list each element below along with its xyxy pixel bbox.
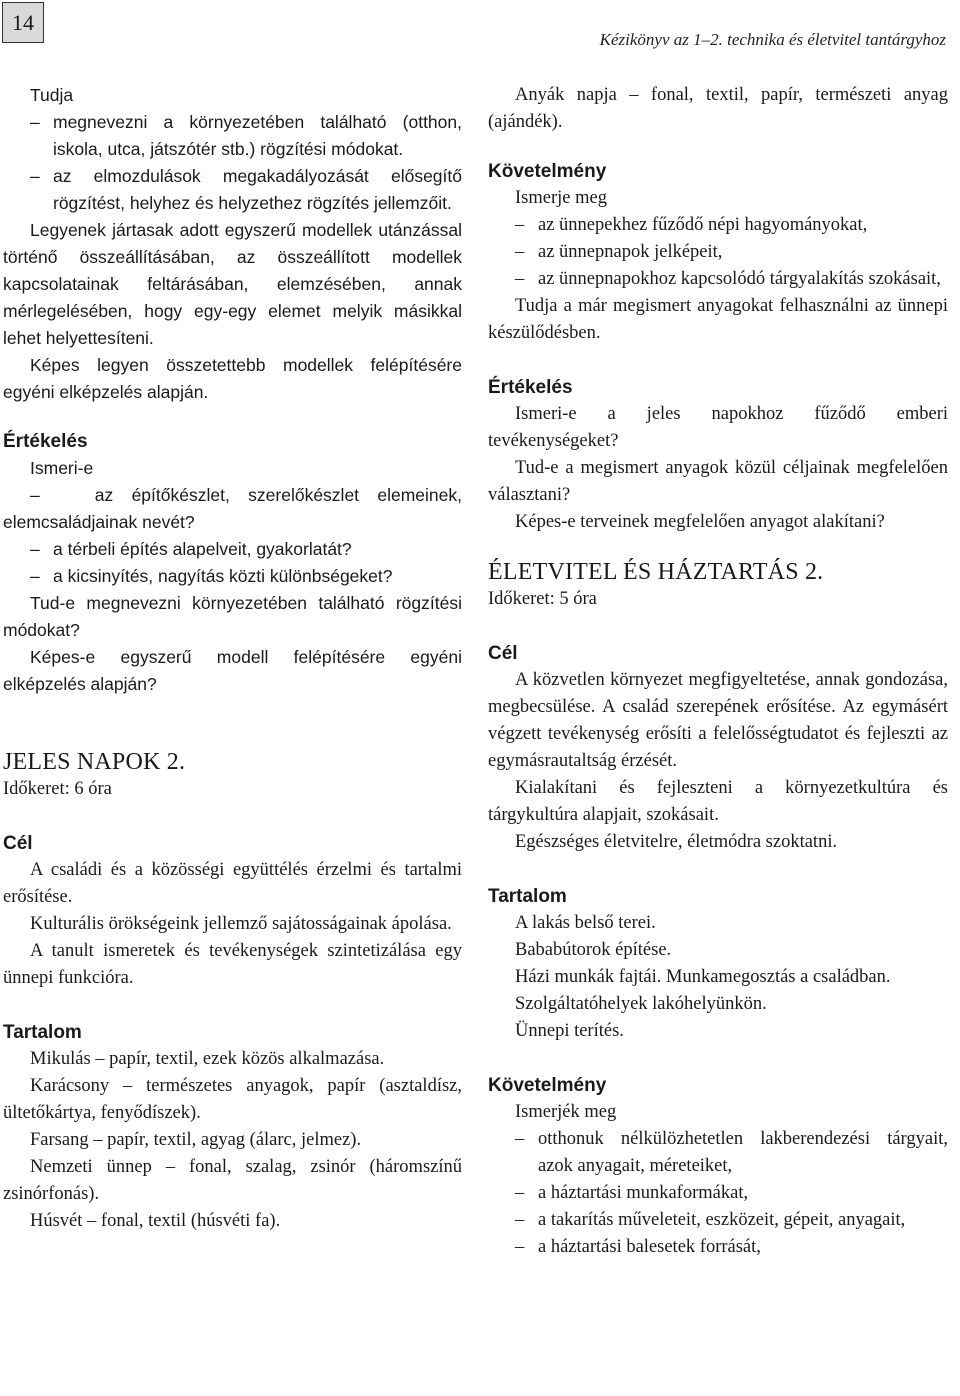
section-title-eletvitel: ÉLETVITEL ÉS HÁZTARTÁS 2. [488,559,824,585]
ertekeles-item: – az építőkészlet, szerelőkészlet elemeinek, elemcsaládjainak nevét? [3,485,462,532]
cel-heading: Cél [3,833,33,854]
cel-paragraph: A tanult ismeretek és tevékenységek szintetizálása egy ünnepi funkcióra. [3,941,462,988]
kovetelmeny-intro: Ismerje meg [515,188,607,208]
tudja-item: – megnevezni a környezetében található (otthon, iskola, utca, játszótér stb.) rögzítési módokat. [30,112,462,159]
kovetelmeny-heading: Követelmény [488,1075,607,1096]
cel-paragraph: Kialakítani és fejleszteni a környezetkultúra és tárgykultúra alapjait, szokásait. [488,778,948,825]
kovetelmeny-item: – a háztartási balesetek forrását, [515,1237,761,1257]
right-column [488,82,948,1261]
kovetelmeny-item: – otthonuk nélkülözhetetlen lakberendezési tárgyait, azok anyagait, méreteiket, [515,1129,948,1176]
kovetelmeny-closing: Tudja a már megismert anyagokat felhasználni az ünnepi készülődésben. [488,296,948,343]
body-paragraph: Képes legyen összetettebb modellek felépítésére egyéni elképzelés alapján. [3,355,462,402]
tartalom-item: Nemzeti ünnep – fonal, szalag, zsinór (háromszínű zsinórfonás). [3,1157,462,1204]
ertekeles-paragraph: Képes-e egyszerű modell felépítésére egyéni elképzelés alapján? [3,647,462,694]
tudja-label: Tudja [30,85,74,105]
tartalom-item: Házi munkák fajtái. Munkamegosztás a családban. [515,967,891,987]
cel-heading: Cél [488,643,518,664]
tudja-item: – az elmozdulások megakadályozását elősegítő rögzítést, helyhez és helyzethez rögzítés jellemzőit. [30,166,462,213]
left-column [3,82,462,1235]
ertekeles-paragraph: Képes-e terveinek megfelelően anyagot alakítani? [515,512,885,532]
tartalom-item: Húsvét – fonal, textil (húsvéti fa). [30,1211,281,1231]
ertekeles-intro: Ismeri-e [30,458,94,478]
cel-paragraph: Kulturális örökségeink jellemző sajátosságainak ápolása. [30,914,452,934]
tartalom-item: Ünnepi terítés. [515,1021,624,1041]
tartalom-heading: Tartalom [488,886,567,907]
tartalom-heading: Tartalom [3,1022,82,1043]
ertekeles-heading: Értékelés [3,431,88,452]
kovetelmeny-intro: Ismerjék meg [515,1102,617,1122]
cel-paragraph: A családi és a közösségi együttélés érzelmi és tartalmi erősítése. [3,860,462,907]
body-paragraph: Legyenek jártasak adott egyszerű modellek utánzással történő összeállításában, az összeállított modellek kapcsolatainak feltárásában, elemzésében, annak mérlegelésében, hogy egy-egy elemet melyik másikkal lehet helyettesíteni. [3,220,462,348]
section-title-jeles-napok: JELES NAPOK 2. [3,749,186,775]
tartalom-item: A lakás belső terei. [515,913,656,933]
kovetelmeny-item: – a háztartási munkaformákat, [515,1183,749,1203]
ertekeles-item: – a térbeli építés alapelveit, gyakorlatát? [30,539,352,559]
tartalom-item: Farsang – papír, textil, agyag (álarc, jelmez). [30,1130,362,1150]
anyak-napja-item: Anyák napja – fonal, textil, papír, természeti anyag (ajándék). [488,85,948,132]
tartalom-item: Szolgáltatóhelyek lakóhelyünkön. [515,994,767,1014]
ertekeles-paragraph: Ismeri-e a jeles napokhoz fűződő emberi tevékenységeket? [488,404,948,451]
cel-paragraph: A közvetlen környezet megfigyeltetése, annak gondozása, megbecsülése. A család szerepének erősítése. Az egymásért végzett tevékenység erősíti a felelősségtudatot és fejleszti az egymásrautaltság érzését. [488,670,948,771]
cel-paragraph: Egészséges életvitelre, életmódra szoktatni. [515,832,838,852]
kovetelmeny-heading: Követelmény [488,161,607,182]
ertekeles-paragraph: Tud-e megnevezni környezetében található rögzítési módokat? [3,593,462,640]
tartalom-item: Bababútorok építése. [515,940,672,960]
kovetelmeny-item: – az ünnepnapok jelképeit, [515,242,723,262]
tartalom-item: Mikulás – papír, textil, ezek közös alkalmazása. [30,1049,385,1069]
page-number: 14 [2,2,44,43]
ertekeles-item: – a kicsinyítés, nagyítás közti különbségeket? [30,566,393,586]
running-head: Kézikönyv az 1–2. technika és életvitel tantárgyhoz [599,30,946,49]
kovetelmeny-item: – az ünnepnapokhoz kapcsolódó tárgyalakítás szokásait, [515,269,941,289]
timeframe: Időkeret: 6 óra [3,779,112,799]
kovetelmeny-item: – a takarítás műveleteit, eszközeit, gépeit, anyagait, [515,1210,906,1230]
tartalom-item: Karácsony – természetes anyagok, papír (asztaldísz, ültetőkártya, fenyődíszek). [3,1076,462,1123]
ertekeles-heading: Értékelés [488,377,573,398]
ertekeles-paragraph: Tud-e a megismert anyagok közül céljainak megfelelően választani? [488,458,948,505]
timeframe: Időkeret: 5 óra [488,589,597,609]
kovetelmeny-item: – az ünnepekhez fűződő népi hagyományokat, [515,215,868,235]
